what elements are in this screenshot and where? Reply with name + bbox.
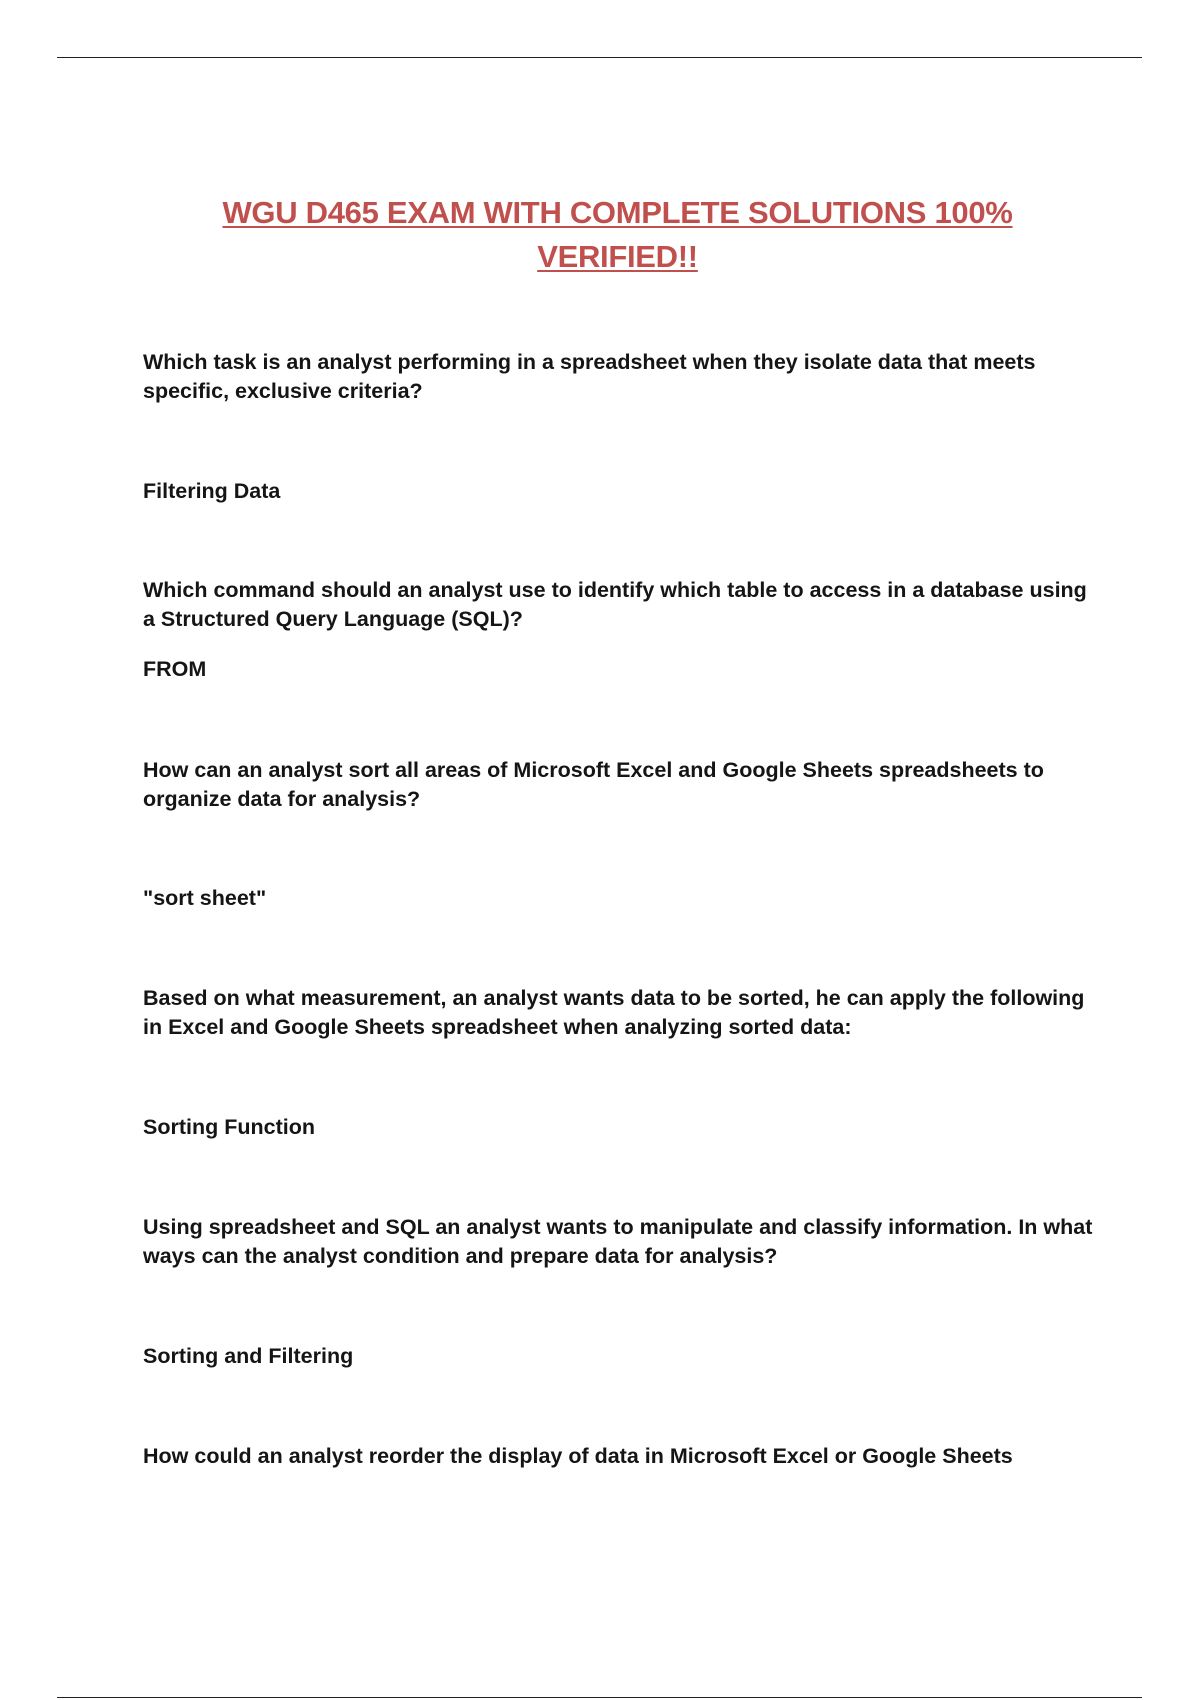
question-4: Based on what measurement, an analyst wants data to be sorted, he can apply the following in Excel and Google Sheets spreadsheet when analyzing sorted data:: [143, 986, 1085, 1039]
question-3: How can an analyst sort all areas of Microsoft Excel and Google Sheets spreadsheets to organize data for analysis?: [143, 758, 1044, 811]
footer-rule: [57, 1697, 1142, 1698]
answer-2: FROM: [143, 657, 207, 681]
question-1: Which task is an analyst performing in a spreadsheet when they isolate data that meets specific, exclusive criteria?: [143, 350, 1036, 403]
answer-5: Sorting and Filtering: [143, 1344, 354, 1368]
answer-4: Sorting Function: [143, 1115, 315, 1139]
question-5: Using spreadsheet and SQL an analyst wants to manipulate and classify information. In what ways can the analyst condition and prepare data for analysis?: [143, 1215, 1093, 1268]
answer-3: "sort sheet": [143, 886, 267, 910]
document-title: [150, 191, 1085, 279]
question-2: Which command should an analyst use to identify which table to access in a database using a Structured Query Language (SQL)?: [143, 578, 1087, 631]
document-title-line-2: VERIFIED!!: [537, 239, 698, 274]
question-6: How could an analyst reorder the display of data in Microsoft Excel or Google Sheets: [143, 1444, 1013, 1468]
document-title-line-1: WGU D465 EXAM WITH COMPLETE SOLUTIONS 100%: [222, 195, 1013, 230]
answer-1: Filtering Data: [143, 479, 281, 503]
header-rule: [57, 57, 1142, 58]
